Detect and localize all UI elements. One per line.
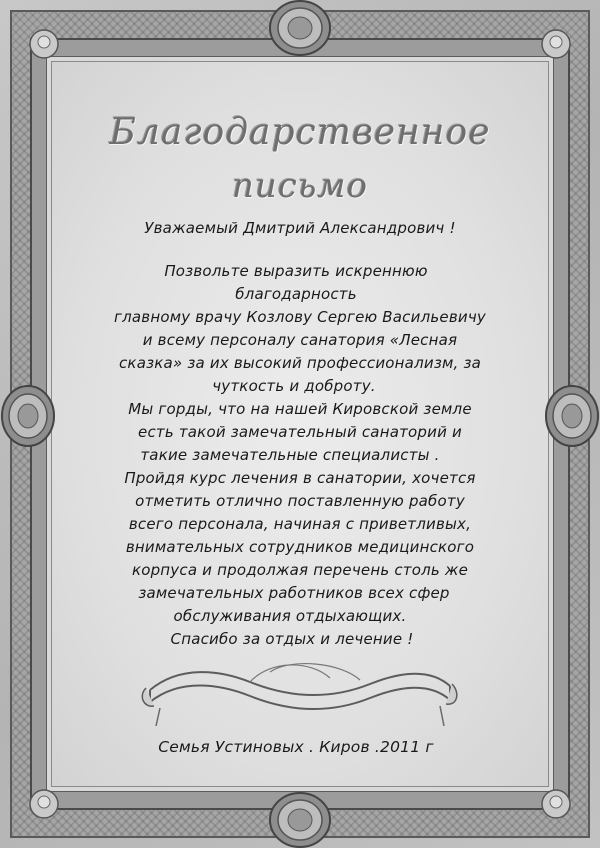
body-line: отметить отлично поставленную работу — [135, 492, 465, 510]
body-line: внимательных сотрудников медицинского — [125, 538, 475, 556]
certificate-title-line2: письмо — [231, 166, 368, 206]
greeting-line: Уважаемый Дмитрий Александрович ! — [144, 219, 456, 237]
body-line: такие замечательные специалисты . — [140, 446, 440, 464]
scroll-ribbon-icon — [140, 660, 460, 730]
signature-line: Семья Устиновых . Киров .2011 г — [158, 738, 434, 756]
body-line: Позвольте выразить искреннюю — [164, 262, 428, 280]
body-line: обслуживания отдыхающих. — [173, 607, 407, 625]
bottom-right-cherub-corner-icon — [534, 782, 578, 826]
body-line: благодарность — [235, 285, 357, 303]
certificate-title-line1: Благодарственное — [109, 112, 491, 153]
body-line: и всему персоналу санатория «Лесная — [142, 331, 458, 349]
body-line: Пройдя курс лечения в санатории, хочется — [124, 469, 476, 487]
body-line: главному врачу Козлову Сергею Васильевичу — [114, 308, 486, 326]
body-line: замечательных работников всех сфер — [138, 584, 450, 602]
top-right-cherub-corner-icon — [534, 22, 578, 66]
body-line: Спасибо за отдых и лечение ! — [170, 630, 414, 648]
body-line: всего персонала, начиная с приветливых, — [128, 515, 472, 533]
body-line: Мы горды, что на нашей Кировской земле — [128, 400, 472, 418]
top-rosette-medal-icon — [268, 0, 332, 56]
body-line: есть такой замечательный санаторий и — [138, 423, 462, 441]
body-line: корпуса и продолжая перечень столь же — [131, 561, 469, 579]
bottom-rosette-medal-icon — [268, 792, 332, 848]
top-left-cherub-corner-icon — [22, 22, 66, 66]
body-line: сказка» за их высокий профессионализм, за — [118, 354, 482, 372]
body-line: чуткость и доброту. — [212, 377, 376, 395]
bottom-left-cherub-corner-icon — [22, 782, 66, 826]
